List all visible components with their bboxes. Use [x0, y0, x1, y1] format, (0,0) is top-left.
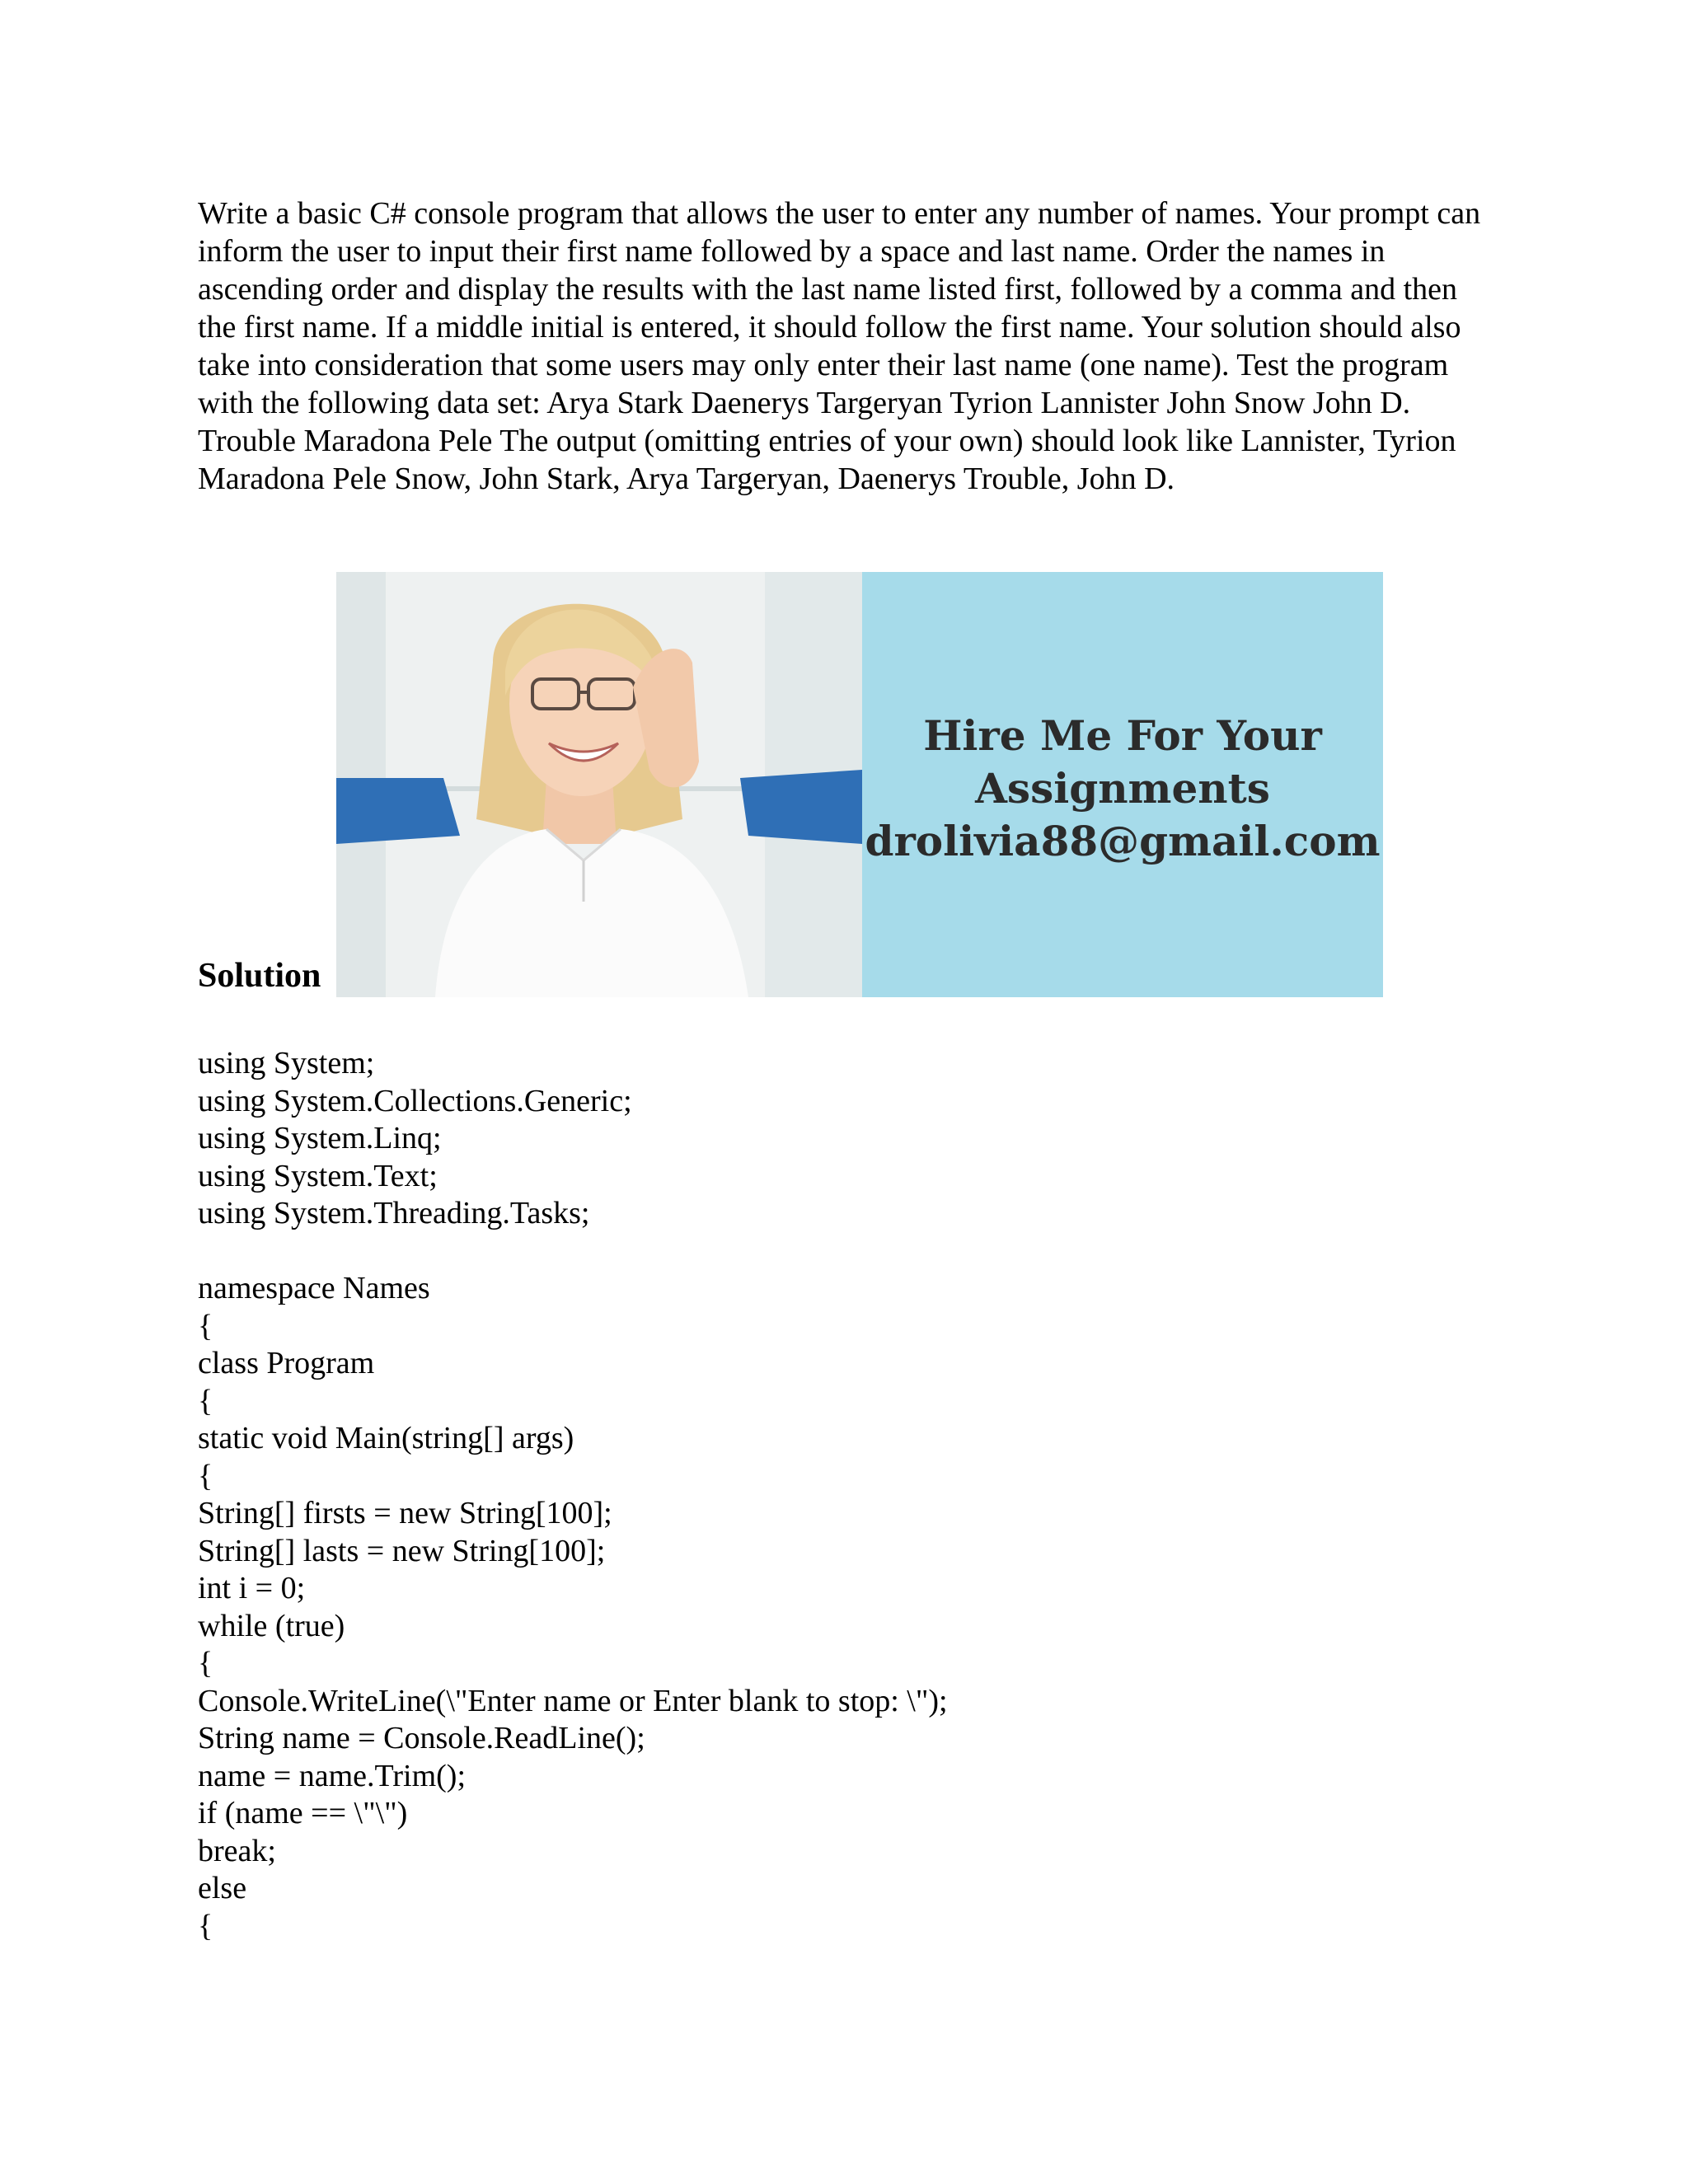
- code-block: [198, 1045, 1517, 1945]
- code-line: using System.Linq;: [198, 1121, 442, 1155]
- ad-line-hire: Hire Me For Your: [923, 711, 1322, 760]
- code-line: {: [198, 1383, 213, 1418]
- code-line: using System.Text;: [198, 1158, 438, 1193]
- question-paragraph: Write a basic C# console program that allows the user to enter any number of names. Your prompt can inform the user to input their first name followed by a space and last name. Order the names in ascending order and display the results with the last name listed first, followed by a comma and then the first name. If a middle initial is entered, it should follow the first name. Your solution should also take into consideration that some users may only enter their last name (one name). Test the program with the following data set: Arya Stark Daenerys Targeryan Tyrion Lannister John Snow John D. Trouble Maradona Pele The output (omitting entries of your own) should look like Lannister, Tyrion Maradona Pele Snow, John Stark, Arya Targeryan, Daenerys Trouble, John D.: [198, 196, 1481, 496]
- code-line: if (name == \"\"): [198, 1796, 408, 1830]
- code-line: String[] firsts = new String[100];: [198, 1496, 612, 1530]
- code-line: class Program: [198, 1346, 375, 1380]
- code-line-blank: [198, 1233, 1517, 1271]
- code-line: else: [198, 1871, 247, 1905]
- advertisement-text: [862, 572, 1383, 997]
- code-line: String name = Console.ReadLine();: [198, 1721, 645, 1755]
- code-line: Console.WriteLine(\"Enter name or Enter blank to stop: \");: [198, 1683, 948, 1718]
- ad-line-assignments: Assignments: [975, 764, 1270, 813]
- woman-photo-icon: [336, 572, 862, 997]
- code-line: namespace Names: [198, 1271, 430, 1305]
- code-line: String[] lasts = new String[100];: [198, 1533, 606, 1568]
- code-line: {: [198, 1458, 213, 1493]
- code-line: break;: [198, 1833, 276, 1868]
- code-line: using System;: [198, 1046, 375, 1080]
- code-line: name = name.Trim();: [198, 1758, 467, 1793]
- advertisement-banner[interactable]: [336, 572, 1383, 997]
- code-line: while (true): [198, 1608, 345, 1643]
- ad-email-link[interactable]: drolivia88@gmail.com: [865, 817, 1381, 865]
- code-line: {: [198, 1308, 213, 1343]
- code-line: using System.Collections.Generic;: [198, 1083, 632, 1118]
- code-line: using System.Threading.Tasks;: [198, 1196, 590, 1230]
- solution-heading: Solution: [198, 957, 321, 995]
- code-line: static void Main(string[] args): [198, 1421, 574, 1455]
- solution-heading-row: [198, 572, 1418, 1001]
- code-line: int i = 0;: [198, 1571, 306, 1605]
- code-line: {: [198, 1908, 213, 1943]
- code-line: {: [198, 1646, 213, 1680]
